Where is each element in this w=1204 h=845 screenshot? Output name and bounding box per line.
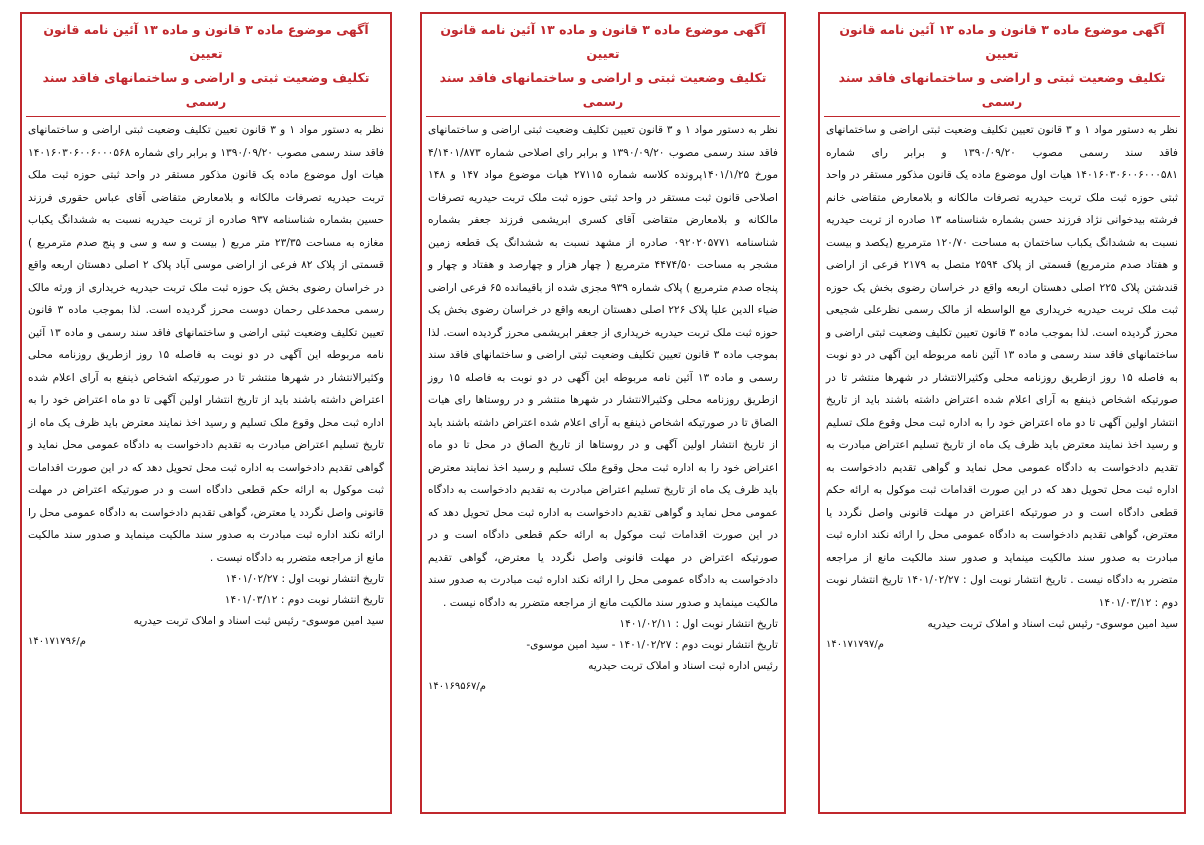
notice-date-second: تاریخ انتشار نوبت دوم : ۱۴۰۱/۰۳/۱۲	[224, 594, 384, 606]
notice-title-line1: آگهی موضوع ماده ۳ قانون و ماده ۱۳ آئین نامه قانون تعیین	[440, 22, 766, 61]
notice-code: م/۱۴۰۱۶۹۵۶۷	[428, 681, 486, 692]
notice-body: نظر به دستور مواد ۱ و ۳ قانون تعیین تکلیف وضعیت ثبتی اراضی و ساختمانهای فاقد سند رسمی مصوب ۱۳۹۰/۰۹/۲۰ و برابر رای شماره ۱۴۰۱۶۰۳۰۶۰۰۶۰۰۰۵۸۱ هیات اول موضوع ماده یک قانون مذکور مستقر در واحد ثبتی حوزه ثبت ملک تربت حیدریه تصرفات مالکانه و بلامعارض متقاضی خانم فرشته بیدخوانی نژاد فرزند حسن بشماره شناسنامه ۱۳ صادره از تربت حیدریه نسبت به ششدانگ یکباب ساختمان به مساحت ۱۲۰/۷۰ مترمربع (یکصد و بیست و هفتاد صدم مترمربع) قسمتی از پلاک ۲۵۹۴ متصل به ۲۱۷۹ فرعی از اراضی قندشتن پلاک ۲۲۵ اصلی دهستان اربعه واقع در خراسان رضوی بخش یک حوزه ثبت ملک تربت حیدریه خریداری مع الواسطه از مالک رسمی نظرعلی شجیعی محرز گردیده است. لذا بموجب ماده ۳ قانون تعیین تکلیف وضعیت ثبتی اراضی و ساختمانهای فاقد سند رسمی و ماده ۱۳ آئین نامه مربوطه این آگهی در دو نوبت به فاصله ۱۵ روز ازطریق روزنامه محلی وکثیرالانتشار در شهرها منتشر تا در صورتیکه اشخاص ذینفع به آرای اعلام شده اعتراض داشته باشند باید از تاریخ انتشار اولین آگهی تا دو ماه اعتراض خود را به اداره ثبت محل وقوع ملک تسلیم و رسید اخذ نمایند معترض باید ظرف یک ماه از تاریخ تسلیم اعتراض مبادرت به تقدیم دادخواست به دادگاه عمومی محل نماید و گواهی تقدیم دادخواست به اداره ثبت محل تحویل دهد که در این صورت اقدامات ثبت موکول به ارائه حکم قطعی دادگاه است و در صورتیکه اعتراض در مهلت قانونی واصل نگردد یا معترض، گواهی تقدیم دادخواست به دادگاه عمومی محل را ارائه نکند اداره ثبت مبادرت به صدور سند مالکیت مینماید و صدور سند مالکیت مانع از مراجعه متضرر به دادگاه نیست . تاریخ انتشار نوبت اول : ۱۴۰۱/۰۲/۲۷ تاریخ انتشار نوبت دوم : ۱۴۰۱/۰۳/۱۲	[826, 124, 1178, 609]
notice-left	[20, 12, 392, 814]
notice-middle	[420, 12, 786, 814]
notice-title-line2: تکلیف وضعیت ثبتی و اراضی و ساختمانهای فاقد سند رسمی	[42, 70, 370, 109]
notice-body: نظر به دستور مواد ۱ و ۳ قانون تعیین تکلیف وضعیت ثبتی اراضی و ساختمانهای فاقد سند رسمی مصوب ۱۳۹۰/۰۹/۲۰ و برابر رای اصلاحی شماره ۴/۱۴۰۱/۸۷۳ مورخ ۱۴۰۱/۱/۲۵پرونده کلاسه شماره ۲۷۱۱۵ هیات موضوع مواد ۱۴۷ و ۱۴۸ اصلاحی قانون ثبت مستقر در واحد ثبتی حوزه ثبت ملک تربت حیدریه تصرفات مالکانه و بلامعارض متقاضی آقای کسری ابریشمی فرزند جعفر بشماره شناسنامه ۰۹۲۰۲۰۵۷۷۱ صادره از مشهد نسبت به ششدانگ یک قطعه زمین مشجر به مساحت ۴۴۷۴/۵۰ مترمربع ( چهار هزار و چهارصد و هفتاد و چهار و پنجاه صدم مترمربع ) پلاک شماره ۹۳۹ مجزی شده از باقیمانده ۶۵ فرعی اراضی ضیاء الدین علیا پلاک ۲۲۶ اصلی دهستان اربعه واقع در خراسان رضوی بخش یک حوزه ثبت ملک تربت حیدریه خریداری از جعفر ابریشمی محرز گردیده است. لذا بموجب ماده ۳ قانون تعیین تکلیف وضعیت ثبتی اراضی و ساختمانهای فاقد سند رسمی و ماده ۱۳ آئین نامه مربوطه این آگهی در دو نوبت به فاصله ۱۵ روز ازطریق روزنامه محلی وکثیرالانتشار در شهرها منتشر و در روستاها رای هیات الصاق تا در صورتیکه اشخاص ذینفع به آرای اعلام شده اعتراض داشته باشند باید از تاریخ انتشار اولین آگهی و در روستاها از تاریخ الصاق در محل تا دو ماه اعتراض خود را به اداره ثبت محل وقوع ملک تسلیم و رسید اخذ نمایند معترض باید ظرف یک ماه از تاریخ تسلیم اعتراض مبادرت به تقدیم دادخواست به دادگاه عمومی محل نماید و گواهی تقدیم دادخواست به اداره ثبت محل تحویل دهد که در این صورت اقدامات ثبت موکول به ارائه حکم قطعی دادگاه است و در صورتیکه اعتراض در مهلت قانونی واصل نگردد یا معترض، گواهی تقدیم دادخواست به دادگاه عمومی محل را ارائه نکند اداره ثبت مبادرت به صدور سند مالکیت مینماید و صدور سند مالکیت مانع از مراجعه متضرر به دادگاه نیست .	[428, 124, 779, 609]
notice-title	[22, 14, 390, 114]
notice-date-first: تاریخ انتشار نوبت اول : ۱۴۰۱/۰۲/۲۷	[225, 573, 384, 585]
notice-title-line1: آگهی موضوع ماده ۳ قانون و ماده ۱۳ آئین نامه قانون تعیین	[43, 22, 369, 61]
notice-title	[820, 14, 1184, 114]
notice-title-line1: آگهی موضوع ماده ۳ قانون و ماده ۱۳ آئین نامه قانون تعیین	[839, 22, 1165, 61]
notice-date-second: تاریخ انتشار نوبت دوم : ۱۴۰۱/۰۲/۲۷ - سید امین موسوی-	[526, 639, 778, 651]
notice-code: م/۱۴۰۱۷۱۷۹۶	[28, 636, 86, 647]
notice-title	[422, 14, 784, 114]
notice-signature: رئیس اداره ثبت اسناد و املاک تربت حیدریه	[588, 660, 778, 672]
notice-code: م/۱۴۰۱۷۱۷۹۷	[826, 639, 884, 650]
notice-title-line2: تکلیف وضعیت ثبتی و اراضی و ساختمانهای فاقد سند رسمی	[439, 70, 767, 109]
notice-title-line2: تکلیف وضعیت ثبتی و اراضی و ساختمانهای فاقد سند رسمی	[838, 70, 1166, 109]
notice-body: نظر به دستور مواد ۱ و ۳ قانون تعیین تکلیف وضعیت ثبتی اراضی و ساختمانهای فاقد سند رسمی مصوب ۱۳۹۰/۰۹/۲۰ و برابر رای شماره ۱۴۰۱۶۰۳۰۶۰۰۶۰۰۰۵۶۸ هیات اول موضوع ماده یک قانون مذکور مستقر در واحد ثبتی حوزه ثبت ملک تربت حیدریه تصرفات مالکانه و بلامعارض متقاضی آقای عباس حقوری فرزند حسین بشماره شناسنامه ۹۳۷ صادره از تربت حیدریه نسبت به ششدانگ یکباب مغازه به مساحت ۲۳/۳۵ متر مربع ( بیست و سه و سی و پنج صدم مترمربع ) قسمتی از پلاک ۸۲ فرعی از اراضی موسی آباد پلاک ۲ اصلی دهستان اربعه واقع در خراسان رضوی بخش یک حوزه ثبت ملک تربت حیدریه خریداری از ورثه مالک رسمی محمدعلی رحمان دوست محرز گردیده است. لذا بموجب ماده ۳ قانون تعیین تکلیف وضعیت ثبتی اراضی و ساختمانهای فاقد سند رسمی و ماده ۱۳ آئین نامه مربوطه این آگهی در دو نوبت به فاصله ۱۵ روز ازطریق روزنامه محلی وکثیرالانتشار در شهرها منتشر تا در صورتیکه اشخاص ذینفع به آرای اعلام شده اعتراض داشته باشند باید از تاریخ انتشار اولین آگهی تا دو ماه اعتراض خود را به اداره ثبت محل وقوع ملک تسلیم و رسید اخذ نمایند معترض باید ظرف یک ماه از تاریخ تسلیم اعتراض مبادرت به تقدیم دادخواست به دادگاه عمومی محل نماید و گواهی تقدیم دادخواست به اداره ثبت محل تحویل دهد که در این صورت اقدامات ثبت موکول به ارائه حکم قطعی دادگاه است و در صورتیکه اعتراض در مهلت قانونی واصل نگردد یا معترض، گواهی تقدیم دادخواست به دادگاه عمومی محل را ارائه نکند اداره ثبت مبادرت به صدور سند مالکیت مینماید و صدور سند مالکیت مانع از مراجعه متضرر به دادگاه نیست .	[28, 124, 385, 564]
notice-date-first: تاریخ انتشار نوبت اول : ۱۴۰۱/۰۲/۱۱	[619, 618, 778, 630]
notice-right	[818, 12, 1186, 814]
notice-signature: سید امین موسوی- رئیس ثبت اسناد و املاک تربت حیدریه	[133, 615, 384, 627]
notice-signature: سید امین موسوی- رئیس ثبت اسناد و املاک تربت حیدریه	[927, 618, 1178, 630]
